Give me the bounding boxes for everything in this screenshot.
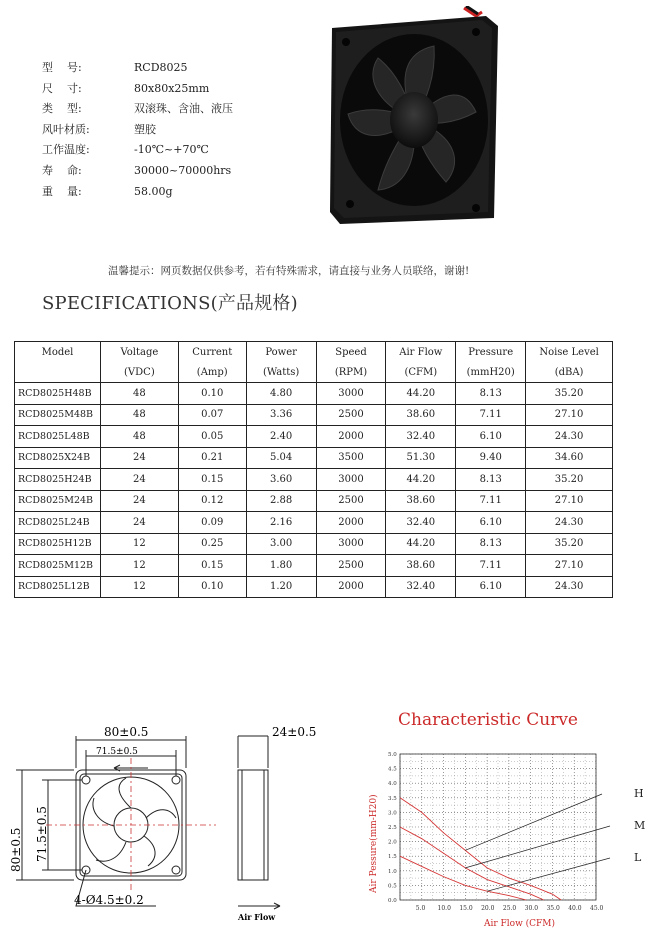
table-row bbox=[15, 576, 613, 598]
table-cell: 0.25 bbox=[178, 533, 246, 555]
info-row bbox=[42, 140, 233, 161]
y-tick-label: 1.5 bbox=[388, 854, 397, 861]
table-cell: 0.10 bbox=[178, 383, 246, 405]
y-tick-label: 5.0 bbox=[388, 752, 397, 758]
info-value: RCD8025 bbox=[134, 61, 188, 74]
table-cell: 12 bbox=[100, 533, 178, 555]
table-cell: 27.10 bbox=[526, 490, 613, 512]
table-cell: 12 bbox=[100, 576, 178, 598]
y-tick-label: 2.5 bbox=[388, 825, 397, 831]
y-axis-label: Air Pessure(mm-H20) bbox=[369, 794, 379, 893]
table-cell: 2.88 bbox=[246, 490, 316, 512]
table-cell: 24 bbox=[100, 447, 178, 469]
table-cell: 32.40 bbox=[386, 576, 456, 598]
table-cell: 2.16 bbox=[246, 512, 316, 534]
dim-inner: 71.5±0.5 bbox=[96, 747, 138, 757]
column-header: Current bbox=[178, 342, 246, 364]
table-cell: 27.10 bbox=[526, 555, 613, 577]
table-cell: 32.40 bbox=[386, 512, 456, 534]
table-cell: 24 bbox=[100, 469, 178, 491]
table-cell: 34.60 bbox=[526, 447, 613, 469]
table-cell: 38.60 bbox=[386, 555, 456, 577]
table-cell: 32.40 bbox=[386, 426, 456, 448]
x-tick-label: 35.0 bbox=[546, 905, 560, 912]
dim-height: 80±0.5 bbox=[9, 827, 23, 872]
table-cell: 48 bbox=[100, 404, 178, 426]
series-label: L bbox=[634, 851, 642, 864]
model-cell: RCD8025M12B bbox=[15, 555, 101, 577]
x-tick-label: 25.0 bbox=[502, 905, 517, 912]
table-cell: 1.20 bbox=[246, 576, 316, 598]
info-label: 类 型: bbox=[42, 102, 82, 116]
y-tick-label: 0.0 bbox=[388, 898, 397, 904]
info-row bbox=[42, 182, 233, 203]
info-label: 工作温度: bbox=[42, 143, 90, 157]
table-cell: 0.12 bbox=[178, 490, 246, 512]
table-cell: 3.60 bbox=[246, 469, 316, 491]
table-cell: 44.20 bbox=[386, 383, 456, 405]
column-unit: (CFM) bbox=[386, 363, 456, 383]
table-cell: 3000 bbox=[316, 469, 386, 491]
table-cell: 24 bbox=[100, 512, 178, 534]
product-info bbox=[42, 58, 233, 202]
model-cell: RCD8025M24B bbox=[15, 490, 101, 512]
y-tick-label: 4.0 bbox=[388, 781, 397, 788]
table-cell: 0.15 bbox=[178, 555, 246, 577]
dimension-drawing bbox=[6, 722, 336, 927]
table-cell: 5.04 bbox=[246, 447, 316, 469]
table-cell: 48 bbox=[100, 426, 178, 448]
model-cell: RCD8025M48B bbox=[15, 404, 101, 426]
dim-height-inner: 71.5±0.5 bbox=[35, 806, 49, 862]
y-tick-label: 0.5 bbox=[388, 883, 397, 890]
holes-spec: 4-Ø4.5±0.2 bbox=[74, 893, 144, 907]
table-cell: 35.20 bbox=[526, 469, 613, 491]
column-unit: (mmH20) bbox=[456, 363, 526, 383]
table-cell: 27.10 bbox=[526, 404, 613, 426]
table-row bbox=[15, 426, 613, 448]
info-label: 尺 寸: bbox=[42, 81, 82, 95]
info-value: 塑胶 bbox=[134, 122, 156, 136]
table-cell: 7.11 bbox=[456, 555, 526, 577]
table-cell: 38.60 bbox=[386, 404, 456, 426]
table-cell: 0.15 bbox=[178, 469, 246, 491]
x-tick-label: 40.0 bbox=[568, 905, 582, 912]
table-cell: 6.10 bbox=[456, 512, 526, 534]
column-unit bbox=[15, 363, 101, 383]
column-unit: (Amp) bbox=[178, 363, 246, 383]
y-tick-label: 3.0 bbox=[388, 810, 397, 817]
column-header: Model bbox=[15, 342, 101, 364]
column-header: Power bbox=[246, 342, 316, 364]
table-cell: 7.11 bbox=[456, 404, 526, 426]
table-cell: 6.10 bbox=[456, 426, 526, 448]
table-cell: 0.10 bbox=[178, 576, 246, 598]
table-row bbox=[15, 383, 613, 405]
table-cell: 2.40 bbox=[246, 426, 316, 448]
table-cell: 44.20 bbox=[386, 533, 456, 555]
model-cell: RCD8025H24B bbox=[15, 469, 101, 491]
table-row bbox=[15, 490, 613, 512]
table-cell: 3.00 bbox=[246, 533, 316, 555]
info-row bbox=[42, 99, 233, 120]
column-header: Noise Level bbox=[526, 342, 613, 364]
callout-line bbox=[465, 794, 602, 850]
table-cell: 24.30 bbox=[526, 512, 613, 534]
info-value: 58.00g bbox=[134, 184, 173, 198]
table-cell: 2500 bbox=[316, 555, 386, 577]
chart-title: Characteristic Curve bbox=[398, 710, 578, 730]
column-unit: (dBA) bbox=[526, 363, 613, 383]
info-row bbox=[42, 58, 233, 79]
series-label: H bbox=[634, 787, 644, 800]
table-cell: 3500 bbox=[316, 447, 386, 469]
fan-photo bbox=[326, 6, 502, 224]
column-unit: (RPM) bbox=[316, 363, 386, 383]
table-cell: 0.21 bbox=[178, 447, 246, 469]
x-tick-label: 10.0 bbox=[437, 905, 451, 912]
table-cell: 6.10 bbox=[456, 576, 526, 598]
characteristic-curve-chart bbox=[352, 708, 652, 928]
table-cell: 44.20 bbox=[386, 469, 456, 491]
x-tick-label: 5.0 bbox=[415, 905, 426, 912]
info-row bbox=[42, 120, 233, 141]
info-value: 30000~70000hrs bbox=[134, 163, 232, 177]
y-tick-label: 3.5 bbox=[388, 795, 397, 802]
spec-title: SPECIFICATIONS(产品规格) bbox=[42, 293, 298, 314]
table-cell: 35.20 bbox=[526, 383, 613, 405]
table-cell: 2500 bbox=[316, 404, 386, 426]
table-row bbox=[15, 447, 613, 469]
info-label: 重 量: bbox=[42, 184, 82, 198]
spec-table bbox=[14, 341, 613, 598]
table-cell: 8.13 bbox=[456, 469, 526, 491]
table-cell: 24.30 bbox=[526, 576, 613, 598]
x-tick-label: 15.0 bbox=[459, 905, 473, 912]
x-tick-label: 20.0 bbox=[481, 905, 495, 912]
y-tick-label: 2.0 bbox=[388, 839, 397, 846]
table-cell: 1.80 bbox=[246, 555, 316, 577]
table-row bbox=[15, 555, 613, 577]
series-label: M bbox=[634, 819, 646, 832]
table-cell: 2500 bbox=[316, 490, 386, 512]
y-tick-label: 1.0 bbox=[388, 868, 397, 875]
info-label: 寿 命: bbox=[42, 163, 82, 177]
model-cell: RCD8025X24B bbox=[15, 447, 101, 469]
table-cell: 8.13 bbox=[456, 383, 526, 405]
model-cell: RCD8025H48B bbox=[15, 383, 101, 405]
table-cell: 3.36 bbox=[246, 404, 316, 426]
info-value: -10℃~+70℃ bbox=[134, 143, 209, 157]
table-cell: 7.11 bbox=[456, 490, 526, 512]
column-header: Speed bbox=[316, 342, 386, 364]
model-cell: RCD8025L12B bbox=[15, 576, 101, 598]
info-value: 双滚珠、含油、液压 bbox=[134, 102, 233, 116]
table-cell: 0.07 bbox=[178, 404, 246, 426]
dim-depth: 24±0.5 bbox=[272, 725, 317, 739]
callout-line bbox=[487, 858, 610, 891]
table-cell: 24.30 bbox=[526, 426, 613, 448]
table-cell: 2000 bbox=[316, 576, 386, 598]
x-tick-label: 45.0 bbox=[590, 905, 604, 912]
table-cell: 9.40 bbox=[456, 447, 526, 469]
table-cell: 3000 bbox=[316, 383, 386, 405]
table-cell: 4.80 bbox=[246, 383, 316, 405]
column-header: Voltage bbox=[100, 342, 178, 364]
x-tick-label: 30.0 bbox=[524, 905, 539, 912]
info-row bbox=[42, 79, 233, 100]
table-cell: 51.30 bbox=[386, 447, 456, 469]
dim-width: 80±0.5 bbox=[104, 725, 149, 739]
table-row bbox=[15, 469, 613, 491]
model-cell: RCD8025L48B bbox=[15, 426, 101, 448]
y-tick-label: 4.5 bbox=[388, 766, 397, 773]
x-axis-label: Air Flow (CFM) bbox=[484, 919, 556, 928]
column-unit: (VDC) bbox=[100, 363, 178, 383]
model-cell: RCD8025H12B bbox=[15, 533, 101, 555]
airflow-label: Air Flow bbox=[238, 912, 276, 922]
table-cell: 8.13 bbox=[456, 533, 526, 555]
table-cell: 24 bbox=[100, 490, 178, 512]
table-cell: 48 bbox=[100, 383, 178, 405]
info-value: 80x80x25mm bbox=[134, 81, 210, 95]
table-cell: 0.05 bbox=[178, 426, 246, 448]
column-header: Pressure bbox=[456, 342, 526, 364]
table-row bbox=[15, 512, 613, 534]
table-cell: 38.60 bbox=[386, 490, 456, 512]
info-row bbox=[42, 161, 233, 182]
table-cell: 3000 bbox=[316, 533, 386, 555]
table-cell: 0.09 bbox=[178, 512, 246, 534]
column-header: Air Flow bbox=[386, 342, 456, 364]
table-cell: 12 bbox=[100, 555, 178, 577]
notice-text: 温馨提示：网页数据仅供参考，若有特殊需求，请直接与业务人员联络，谢谢! bbox=[108, 265, 470, 277]
column-unit: (Watts) bbox=[246, 363, 316, 383]
table-cell: 35.20 bbox=[526, 533, 613, 555]
table-cell: 2000 bbox=[316, 426, 386, 448]
info-label: 风叶材质: bbox=[42, 122, 90, 136]
info-label: 型 号: bbox=[42, 61, 82, 74]
model-cell: RCD8025L24B bbox=[15, 512, 101, 534]
table-row bbox=[15, 404, 613, 426]
table-row bbox=[15, 533, 613, 555]
table-cell: 2000 bbox=[316, 512, 386, 534]
